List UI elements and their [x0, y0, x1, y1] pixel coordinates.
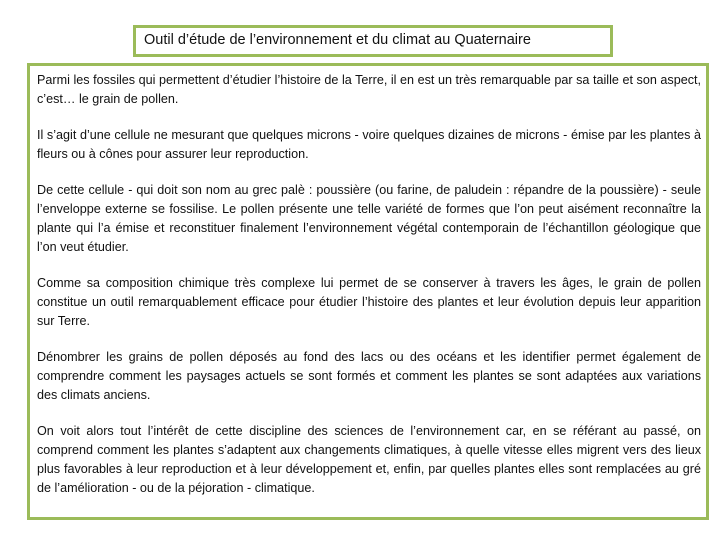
- paragraph-etymology: De cette cellule - qui doit son nom au grec palè : poussière (ou farine, de paludein : répandre de la poussière) - seule l’enveloppe externe se fossilise. Le pollen présente une telle variété de formes que l’on peut aisément reconnaître la plante qui l’a émise et reconstituer finalement l’environnement végétal contemporain de l’échantillon géologique que l’on veut étudier.: [37, 183, 701, 254]
- paragraph-intro: Parmi les fossiles qui permettent d’étudier l’histoire de la Terre, il en est un très remarquable par sa taille et son aspect, c’est… le grain de pollen.: [37, 73, 701, 106]
- paragraph-composition: Comme sa composition chimique très complexe lui permet de se conserver à travers les âges, le grain de pollen constitue un outil remarquablement efficace pour étudier l’histoire des plantes et leur évolution depuis leur apparition sur Terre.: [37, 276, 701, 328]
- title-box: [133, 25, 613, 57]
- content-body: [37, 71, 701, 515]
- paragraph-counting: Dénombrer les grains de pollen déposés au fond des lacs ou des océans et les identifier permet également de comprendre comment les paysages actuels se sont formés et comment les plantes se sont adaptées aux variations des climats anciens.: [37, 350, 701, 402]
- document-title: Outil d’étude de l’environnement et du climat au Quaternaire: [144, 32, 531, 48]
- paragraph-conclusion: On voit alors tout l’intérêt de cette discipline des sciences de l’environnement car, en se référant au passé, on comprend comment les plantes s’adaptent aux changements climatiques, à quelle vitesse elles migrent vers des lieux plus favorables à leur reproduction et à leur développement et, enfin, par quelles plantes elles sont remplacées au gré de l’amélioration - ou de la péjoration - climatique.: [37, 424, 701, 495]
- paragraph-cell-description: Il s’agit d’une cellule ne mesurant que quelques microns - voire quelques dizaines de microns - émise par les plantes à fleurs ou à cônes pour assurer leur reproduction.: [37, 128, 701, 161]
- content-box: [27, 63, 709, 520]
